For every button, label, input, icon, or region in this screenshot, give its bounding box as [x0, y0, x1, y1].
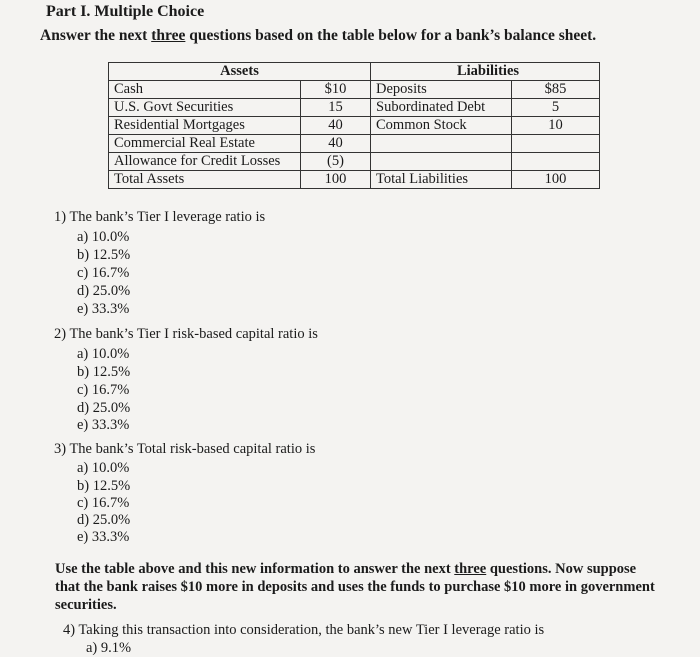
table-row	[109, 99, 600, 117]
question-1-option-c: c) 16.7%	[77, 265, 130, 281]
question-4-stem: 4) Taking this transaction into consideration, the bank’s new Tier I leverage ratio is	[63, 622, 545, 638]
table-header-row	[109, 63, 600, 81]
total-assets-label: Total Assets	[109, 171, 301, 189]
asset-value: 15	[301, 99, 371, 117]
question-3-option-b: b) 12.5%	[77, 478, 131, 494]
question-2-option-b: b) 12.5%	[77, 364, 131, 380]
question-4-option-a: a) 9.1%	[86, 640, 132, 656]
liability-label: Subordinated Debt	[371, 99, 512, 117]
liability-value: 5	[512, 99, 600, 117]
asset-value: 40	[301, 135, 371, 153]
new-info-emphasis: three	[454, 561, 487, 577]
asset-label: Cash	[109, 81, 301, 99]
instructions-pre: Answer the next	[40, 27, 152, 44]
question-3-option-e: e) 33.3%	[77, 529, 130, 545]
question-3-option-a: a) 10.0%	[77, 460, 130, 476]
question-3-option-c: c) 16.7%	[77, 495, 130, 511]
liability-label	[371, 153, 512, 171]
asset-label: Allowance for Credit Losses	[109, 153, 301, 171]
liability-label: Deposits	[371, 81, 512, 99]
question-1-option-d: d) 25.0%	[77, 283, 131, 299]
asset-value: $10	[301, 81, 371, 99]
table-row	[109, 135, 600, 153]
question-2-option-d: d) 25.0%	[77, 400, 131, 416]
question-2-option-a: a) 10.0%	[77, 346, 130, 362]
question-3-stem: 3) The bank’s Total risk-based capital ratio is	[54, 441, 316, 457]
instructions-emphasis: three	[151, 27, 186, 44]
asset-value: (5)	[301, 153, 371, 171]
question-1-option-a: a) 10.0%	[77, 229, 130, 245]
total-assets-value: 100	[301, 171, 371, 189]
question-2-option-e: e) 33.3%	[77, 417, 130, 433]
question-2-stem: 2) The bank’s Tier I risk-based capital ratio is	[54, 326, 318, 342]
assets-header: Assets	[109, 63, 371, 81]
new-info-pre: Use the table above and this new information to answer the next	[55, 561, 455, 577]
liability-value	[512, 153, 600, 171]
total-liabilities-value: 100	[512, 171, 600, 189]
liability-value: 10	[512, 117, 600, 135]
asset-label: Residential Mortgages	[109, 117, 301, 135]
asset-label: U.S. Govt Securities	[109, 99, 301, 117]
liability-label: Common Stock	[371, 117, 512, 135]
table-row	[109, 117, 600, 135]
liability-value: $85	[512, 81, 600, 99]
liability-label	[371, 135, 512, 153]
liability-value	[512, 135, 600, 153]
question-1-stem: 1) The bank’s Tier I leverage ratio is	[54, 209, 266, 225]
table-total-row	[109, 171, 600, 189]
new-info-paragraph	[55, 560, 655, 614]
new-info-post: questions. Now suppose that the bank raises $10 more in deposits and uses the funds to purchase $10 more in government securities.	[55, 561, 655, 613]
question-3-option-d: d) 25.0%	[77, 512, 131, 528]
part-title: Part I. Multiple Choice	[46, 3, 205, 20]
question-1-option-b: b) 12.5%	[77, 247, 131, 263]
table-row	[109, 81, 600, 99]
asset-label: Commercial Real Estate	[109, 135, 301, 153]
instructions	[40, 27, 596, 45]
table-row	[109, 153, 600, 171]
balance-sheet-table	[108, 62, 600, 189]
question-1-option-e: e) 33.3%	[77, 301, 130, 317]
total-liabilities-label: Total Liabilities	[371, 171, 512, 189]
question-2-option-c: c) 16.7%	[77, 382, 130, 398]
asset-value: 40	[301, 117, 371, 135]
liabilities-header: Liabilities	[371, 63, 600, 81]
instructions-post: questions based on the table below for a bank’s balance sheet.	[185, 27, 597, 44]
